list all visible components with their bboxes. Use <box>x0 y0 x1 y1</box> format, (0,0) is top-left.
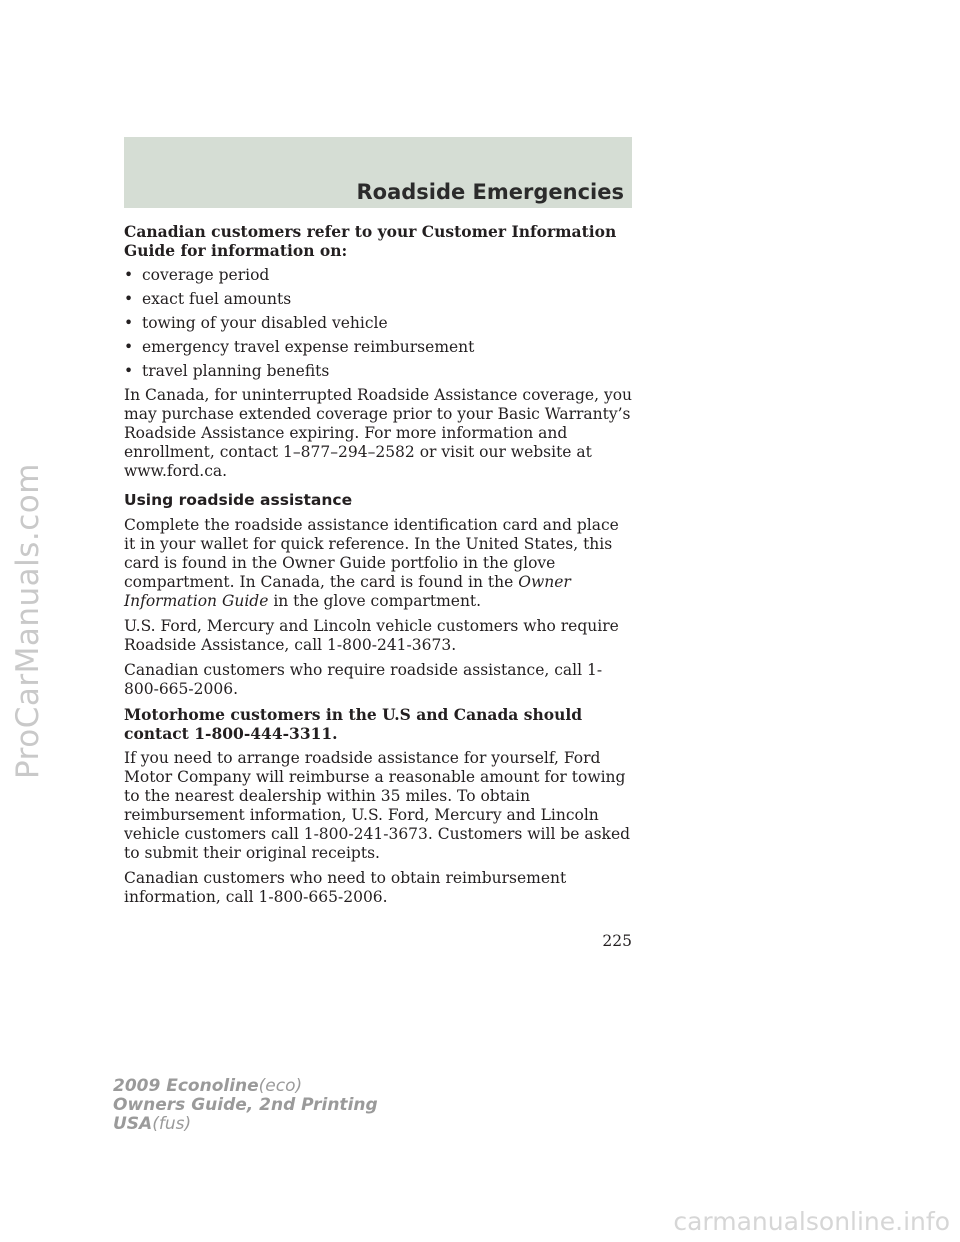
arrange-assistance-paragraph: If you need to arrange roadside assistance for yourself, Ford Motor Company will reimburse a reasonable amount for towing to the nearest dealership within 35 miles. To obtain reimbursement information, U.S. Ford, Mercury and Lincoln vehicle customers call 1-800-241-3673. Customers will be asked to submit their original receipts. <box>124 749 631 862</box>
list-item-text: travel planning benefits <box>142 362 330 380</box>
bottom-watermark: carmanualsonline.info <box>673 1207 950 1236</box>
card-paragraph-text: Complete the roadside assistance identification card and place it in your wallet for quick reference. In the United States, this card is found in the Owner Guide portfolio in the glove compartment. In Canada, the card is found in the <box>124 516 619 591</box>
side-watermark-text: ProCarManuals.com <box>10 463 46 779</box>
footer-model-code: (eco) <box>258 1076 303 1096</box>
footer-model-line <box>113 1077 378 1096</box>
page-number: 225 <box>602 932 632 950</box>
list-item <box>124 266 634 285</box>
list-item-text: towing of your disabled vehicle <box>142 314 388 332</box>
card-paragraph <box>124 516 634 611</box>
side-watermark <box>6 0 50 1242</box>
list-item <box>124 290 634 309</box>
owner-guide-title: Owner Information Guide <box>124 573 571 610</box>
footer-model: 2009 Econoline <box>113 1076 259 1096</box>
section-heading: Using roadside assistance <box>124 491 353 509</box>
bullet-icon: • <box>124 314 134 332</box>
list-item-text: coverage period <box>142 266 270 284</box>
canada-call-paragraph: Canadian customers who require roadside assistance, call 1-800-665-2006. <box>124 661 603 698</box>
print-footer <box>113 1077 378 1134</box>
intro-paragraph: Canadian customers refer to your Customer Information Guide for information on: <box>124 222 617 260</box>
motorhome-paragraph: Motorhome customers in the U.S and Canada should contact 1-800-444-3311. <box>124 705 583 743</box>
footer-edition: Owners Guide, 2nd Printing <box>113 1095 378 1115</box>
reimbursement-paragraph: Canadian customers who need to obtain reimbursement information, call 1-800-665-2006. <box>124 869 567 906</box>
list-item <box>124 362 634 381</box>
bullet-icon: • <box>124 290 134 308</box>
canada-coverage-paragraph: In Canada, for uninterrupted Roadside Assistance coverage, you may purchase extended coverage prior to your Basic Warranty’s Roadside Assistance expiring. For more information and enrollment, contact 1–877–294–2582 or visit our website at www.ford.ca. <box>124 386 633 480</box>
list-item-text: exact fuel amounts <box>142 290 292 308</box>
bullet-icon: • <box>124 338 134 356</box>
us-call-paragraph: U.S. Ford, Mercury and Lincoln vehicle customers who require Roadside Assistance, call 1-800-241-3673. <box>124 617 619 654</box>
page-content <box>124 222 634 913</box>
list-item-text: emergency travel expense reimbursement <box>142 338 475 356</box>
footer-market: USA <box>113 1114 153 1134</box>
list-item <box>124 314 634 333</box>
info-bullet-list <box>124 266 634 381</box>
bullet-icon: • <box>124 266 134 284</box>
footer-market-code: (fus) <box>152 1114 192 1134</box>
section-header-band <box>124 137 632 208</box>
footer-market-line <box>113 1115 378 1134</box>
section-title: Roadside Emergencies <box>356 180 624 204</box>
list-item <box>124 338 634 357</box>
bullet-icon: • <box>124 362 134 380</box>
card-paragraph-end: in the glove compartment. <box>273 592 482 610</box>
